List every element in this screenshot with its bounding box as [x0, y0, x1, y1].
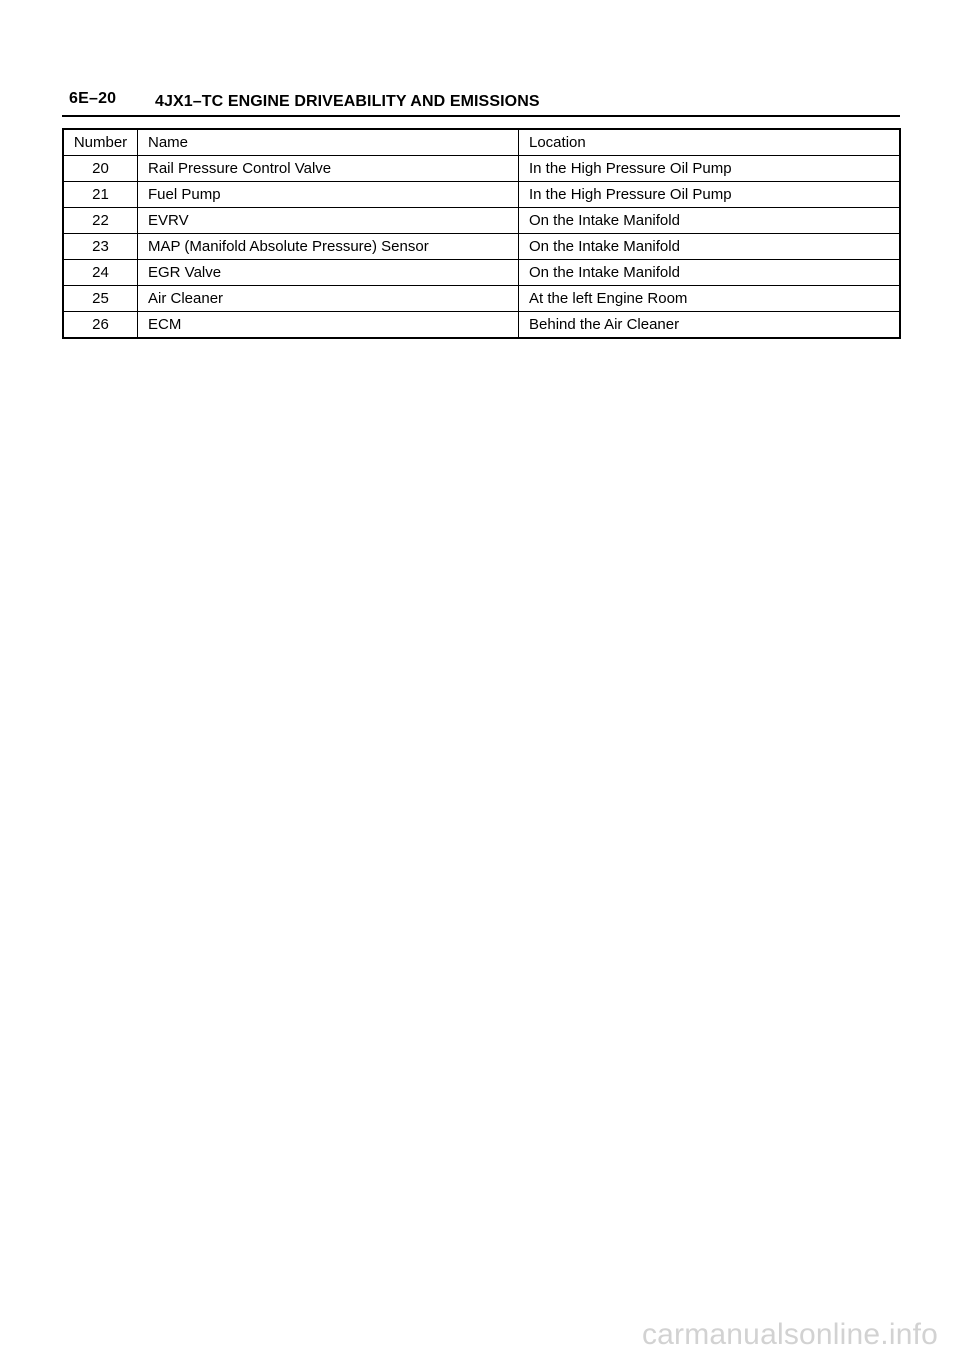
cell-name: ECM — [138, 312, 519, 339]
cell-number: 23 — [63, 234, 138, 260]
column-header-name: Name — [138, 129, 519, 156]
cell-location: Behind the Air Cleaner — [519, 312, 901, 339]
cell-name: EVRV — [138, 208, 519, 234]
table-row — [63, 234, 900, 260]
cell-name: Rail Pressure Control Valve — [138, 156, 519, 182]
column-header-location: Location — [519, 129, 901, 156]
cell-number: 21 — [63, 182, 138, 208]
cell-location: On the Intake Manifold — [519, 260, 901, 286]
cell-location: On the Intake Manifold — [519, 234, 901, 260]
cell-name: EGR Valve — [138, 260, 519, 286]
cell-name: Fuel Pump — [138, 182, 519, 208]
cell-number: 25 — [63, 286, 138, 312]
table-row — [63, 182, 900, 208]
table-row — [63, 208, 900, 234]
table-row — [63, 156, 900, 182]
cell-name: Air Cleaner — [138, 286, 519, 312]
table-header — [63, 129, 900, 156]
header-rule — [62, 115, 900, 117]
cell-location: In the High Pressure Oil Pump — [519, 182, 901, 208]
table-body — [63, 156, 900, 339]
component-location-table — [62, 128, 901, 339]
table-row — [63, 312, 900, 339]
column-header-number: Number — [63, 129, 138, 156]
table-header-row — [63, 129, 900, 156]
cell-number: 22 — [63, 208, 138, 234]
cell-number: 20 — [63, 156, 138, 182]
table-row — [63, 260, 900, 286]
cell-number: 26 — [63, 312, 138, 339]
cell-location: On the Intake Manifold — [519, 208, 901, 234]
table-row — [63, 286, 900, 312]
page-number: 6E–20 — [69, 90, 117, 107]
cell-location: In the High Pressure Oil Pump — [519, 156, 901, 182]
cell-location: At the left Engine Room — [519, 286, 901, 312]
cell-number: 24 — [63, 260, 138, 286]
cell-name: MAP (Manifold Absolute Pressure) Sensor — [138, 234, 519, 260]
page-title: 4JX1–TC ENGINE DRIVEABILITY AND EMISSIONS — [155, 93, 540, 110]
watermark: carmanualsonline.info — [641, 1318, 938, 1351]
